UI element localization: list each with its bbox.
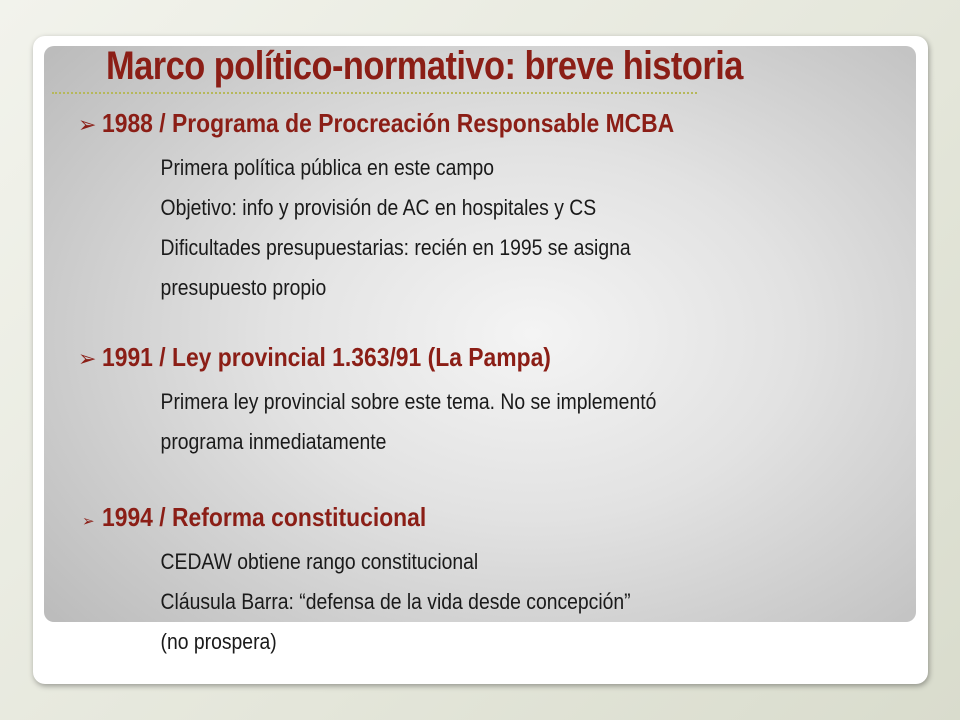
section-heading	[78, 342, 751, 382]
arrowhead-bullet-icon: ➢	[78, 112, 97, 137]
section-heading	[78, 108, 752, 148]
section-line: Dificultades presupuestarias: recién en 1995 se asigna	[160, 235, 631, 260]
section-line: Cláusula Barra: “defensa de la vida desde concepción”	[160, 589, 631, 614]
section-1988	[78, 108, 752, 308]
section-line: presupuesto propio	[160, 275, 327, 300]
section-line: programa inmediatamente	[160, 429, 387, 454]
section-line: Primera política pública en este campo	[160, 155, 494, 180]
section-heading-text: 1994 / Reforma constitucional	[102, 502, 427, 532]
arrowhead-bullet-icon: ➢	[82, 513, 95, 530]
slide-title: Marco político-normativo: breve historia	[106, 44, 743, 88]
arrowhead-bullet-icon: ➢	[78, 346, 97, 371]
section-line: Primera ley provincial sobre este tema. No se implementó	[160, 389, 657, 414]
title-divider	[52, 92, 697, 94]
section-heading-text: 1988 / Programa de Procreación Responsable MCBA	[102, 108, 675, 138]
section-1994	[78, 502, 721, 662]
section-1991	[78, 342, 751, 462]
section-line: CEDAW obtiene rango constitucional	[160, 549, 479, 574]
section-heading-text: 1991 / Ley provincial 1.363/91 (La Pampa)	[102, 342, 551, 372]
section-line: Objetivo: info y provisión de AC en hospitales y CS	[160, 195, 597, 220]
section-line: (no prospera)	[160, 629, 277, 654]
section-heading	[78, 502, 721, 542]
